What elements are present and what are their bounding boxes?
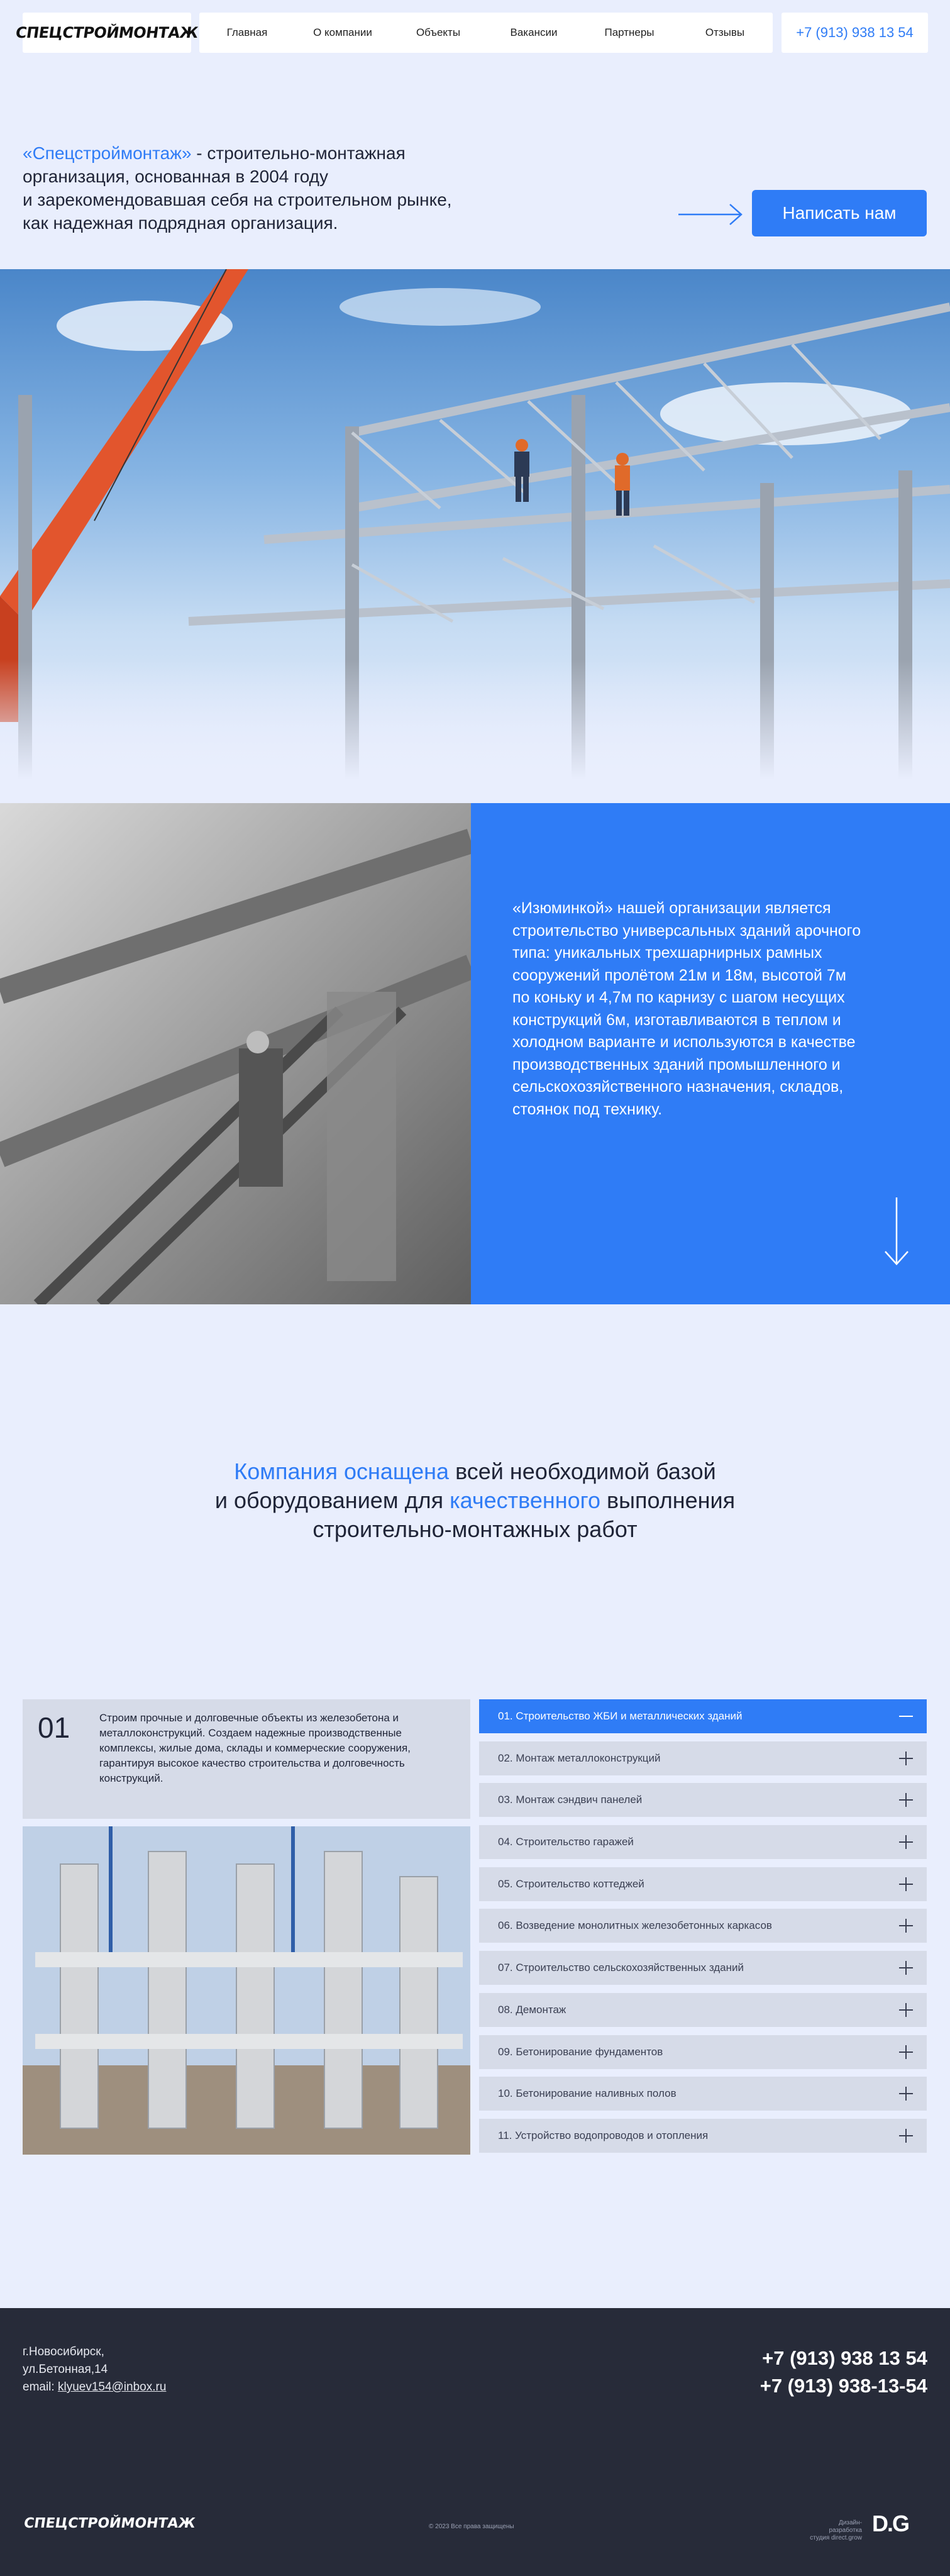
equip-text-3: выполнения [600,1487,736,1513]
plus-icon [899,2087,913,2101]
service-item-label: 03. Монтаж сэндвич панелей [498,1794,643,1806]
intro-brand: «Спецстроймонтаж» [23,143,192,163]
service-item[interactable] [479,2035,927,2069]
hero-image [0,269,950,780]
service-photo [23,1826,470,2155]
service-item[interactable] [479,1783,927,1817]
plus-icon [899,1961,913,1975]
logo[interactable] [14,13,199,53]
equipment-headline [0,1457,950,1544]
equip-text-1: всей необходимой базой [449,1458,716,1484]
footer-phones [760,2345,927,2400]
logo-text: СПЕЦСТРОЙМОНТАЖ [14,24,199,42]
service-item[interactable] [479,1867,927,1901]
arrow-right-icon [678,202,744,227]
service-number: 01 [38,1711,70,1744]
header-phone[interactable] [782,13,928,53]
plus-icon [899,1793,913,1807]
service-item[interactable] [479,1951,927,1985]
minus-icon [899,1709,913,1723]
plus-icon [899,1877,913,1891]
service-item[interactable] [479,1993,927,2027]
service-item-label: 01. Строительство ЖБИ и металлических зданий [498,1710,743,1722]
service-item-label: 09. Бетонирование фундаментов [498,2045,663,2058]
services-list [479,1699,927,2161]
nav-item-objects[interactable]: Объекты [416,26,461,38]
nav-item-reviews[interactable]: Отзывы [705,26,745,38]
service-detail [23,1699,470,2155]
service-item[interactable] [479,2077,927,2111]
intro-line2: организация, основанная в 2004 году [23,167,329,186]
nav-item-vacancies[interactable]: Вакансии [510,26,558,38]
plus-icon [899,1752,913,1765]
plus-icon [899,1919,913,1933]
plus-icon [899,1835,913,1849]
footer-address [23,2343,166,2396]
about-section [0,803,950,1304]
developer-credit[interactable] [807,2519,862,2542]
plus-icon [899,2003,913,2017]
intro-text [23,142,500,235]
service-item-label: 06. Возведение монолитных железобетонных каркасов [498,1919,772,1932]
service-item[interactable] [479,2119,927,2153]
footer-city: г.Новосибирск, [23,2345,104,2358]
footer-copyright: © 2023 Все права защищены [429,2523,514,2530]
service-item-label: 02. Монтаж металлоконструкций [498,1752,661,1764]
service-item[interactable] [479,1909,927,1943]
header-phone-text: +7 (913) 938 13 54 [796,25,914,40]
about-panel [471,803,950,1304]
main-nav [199,13,773,53]
footer-phone-2[interactable]: +7 (913) 938-13-54 [759,2375,927,2397]
footer-street: ул.Бетонная,14 [23,2363,108,2376]
footer-email-link[interactable]: klyuev154@inbox.ru [57,2380,167,2394]
steel-worker-photo [0,803,471,1304]
plus-icon [899,2129,913,2143]
service-item-label: 07. Строительство сельскохозяйственных зданий [498,1962,744,1974]
nav-item-home[interactable]: Главная [226,26,268,38]
service-description: Строим прочные и долговечные объекты из железобетона и металлоконструкций. Создаем надежные производственные комплексы, жилые дома, склады и коммерческие сооружения, гарантируя высокое качество строительства и долговечность конструкций. [99,1712,411,1784]
service-item-label: 04. Строительство гаражей [498,1836,634,1848]
equip-text-4: строительно-монтажных работ [312,1516,638,1542]
footer-logo[interactable]: СПЕЦСТРОЙМОНТАЖ [23,2516,197,2531]
service-item-label: 05. Строительство коттеджей [498,1877,644,1890]
footer-email-label: email: [23,2380,58,2394]
service-item-label: 10. Бетонирование наливных полов [498,2087,677,2100]
arrow-down-icon[interactable] [883,1197,910,1267]
nav-item-partners[interactable]: Партнеры [604,26,655,38]
intro-line3: и зарекомендовавшая себя на строительном рынке, [23,190,452,209]
equip-accent-1: Компания оснащена [234,1458,450,1484]
developer-credit-line2: студия direct.grow [810,2534,862,2541]
write-us-button[interactable]: Написать нам [752,190,927,236]
service-item[interactable] [479,1825,927,1859]
service-item-label: 08. Демонтаж [498,2003,566,2016]
equip-text-2: и оборудованием для [214,1487,450,1513]
service-item[interactable] [479,1699,927,1733]
plus-icon [899,2045,913,2059]
equip-accent-2: качественного [450,1487,601,1513]
service-item[interactable] [479,1741,927,1775]
intro-line4: как надежная подрядная организация. [23,213,338,233]
nav-item-about[interactable]: О компании [313,26,372,38]
footer-phone-1[interactable]: +7 (913) 938 13 54 [762,2347,927,2369]
developer-credit-line1: Дизайн-разработка [829,2519,862,2534]
developer-logo[interactable]: D.G [872,2511,909,2536]
intro-line1: - строительно-монтажная [191,143,406,163]
about-text: «Изюминкой» нашей организации является строительство универсальных зданий арочного типа: уникальных трехшарнирных рамных сооружений пролётом 21м и 18м, высотой 7м по коньку и 4,7м по карнизу с шагом несущих конструкций 6м, изготавливаются в теплом и холодном варианте и используются в качестве производственных зданий промышленного и сельскохозяйственного назначения, складов, стоянок под технику. [512,899,861,1118]
service-item-label: 11. Устройство водопроводов и отопления [498,2129,709,2141]
site-header [14,13,928,53]
service-description-card [23,1699,470,1819]
site-footer [0,2308,950,2576]
